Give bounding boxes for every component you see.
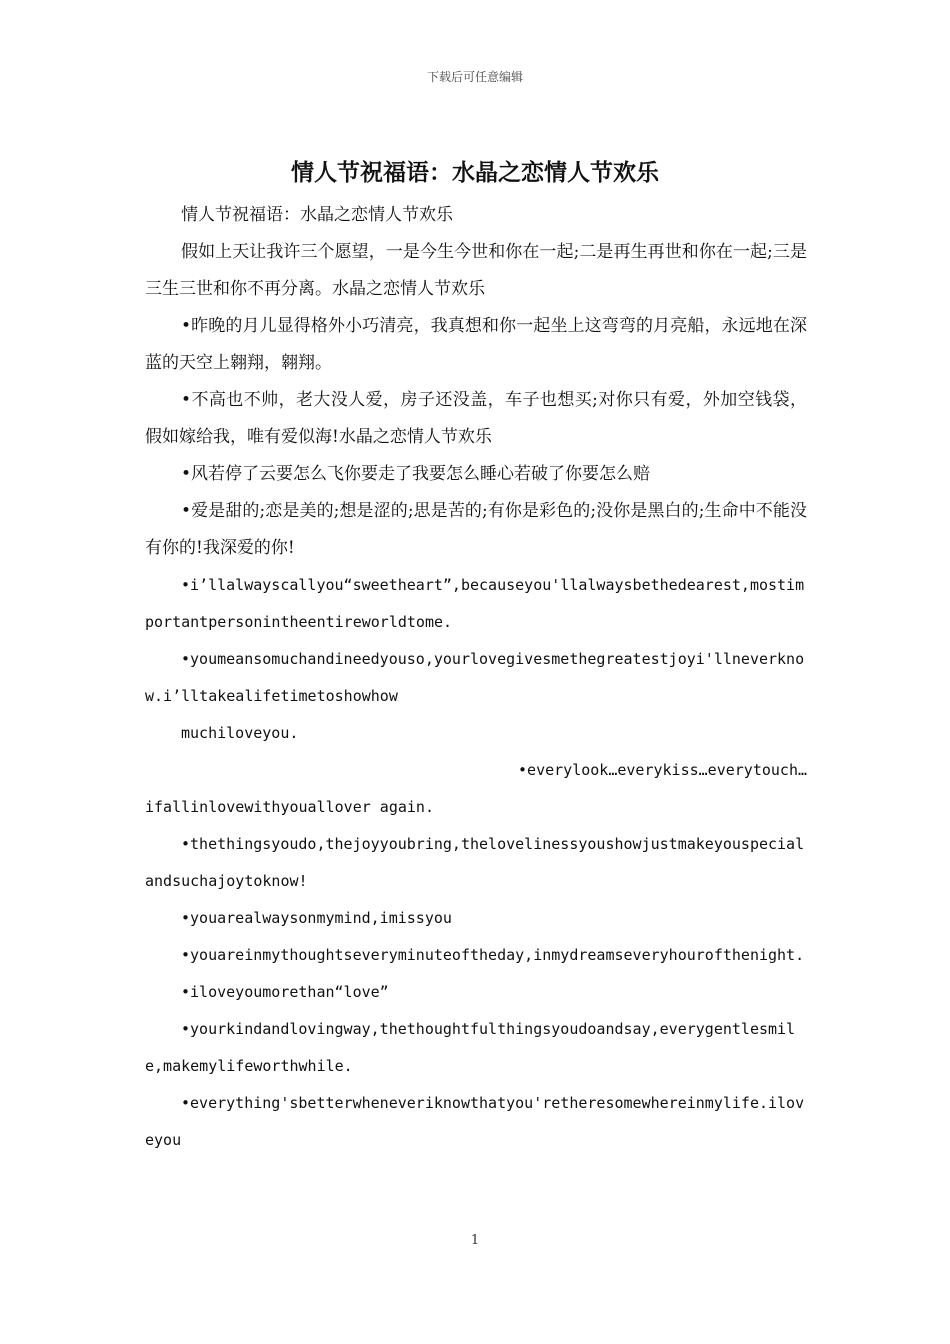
page-number: 1 (470, 1233, 480, 1248)
paragraph: •风若停了云要怎么飞你要走了我要怎么睡心若破了你要怎么赔 (181, 464, 651, 484)
english-paragraph: •youmeansomuchandineedyouso,yourlovegivesmethegreatestjoyi'llneverknow.i’lltakealifetimetoshowhow (145, 650, 805, 705)
english-paragraph: •youareinmythoughtseveryminuteoftheday,inmydreamseveryhourofthenight. (181, 946, 805, 964)
paragraph: •不高也不帅，老大没人爱，房子还没盖，车子也想买;对你只有爱，外加空钱袋，假如嫁给我，唯有爱似海!水晶之恋情人节欢乐 (145, 390, 807, 447)
english-paragraph: •yourkindandlovingway,thethoughtfulthingsyoudoandsay,everygentlesmile,makemylifeworthwhile. (145, 1020, 796, 1075)
english-paragraph: muchiloveyou. (181, 724, 299, 742)
paragraph: 情人节祝福语：水晶之恋情人节欢乐 (181, 205, 453, 225)
page-header: 下载后可任意编辑 (426, 70, 523, 84)
english-paragraph: •everylook…everykiss…everytouch… (518, 761, 807, 779)
document-title: 情人节祝福语：水晶之恋情人节欢乐 (291, 160, 659, 186)
english-paragraph: •i’llalwayscallyou“sweetheart”,becauseyou'llalwaysbethedearest,mostimportantpersonintheentireworldtome. (145, 576, 805, 631)
document-body (145, 197, 807, 1159)
english-paragraph: •youarealwaysonmymind,imissyou (181, 909, 452, 927)
english-paragraph: ifallinlovewithyouallover again. (145, 798, 434, 816)
paragraph: •爱是甜的;恋是美的;想是涩的;思是苦的;有你是彩色的;没你是黑白的;生命中不能没有你的!我深爱的你! (145, 501, 807, 558)
english-paragraph: •iloveyoumorethan“love” (181, 983, 389, 1001)
english-paragraph: •thethingsyoudo,thejoyyoubring,thelovelinessyoushowjustmakeyouspecialandsuchajoytoknow! (145, 835, 805, 890)
english-paragraph: •everything'sbetterwheneveriknowthatyou'retheresomewhereinmylife.iloveyou (145, 1094, 805, 1149)
paragraph: 假如上天让我许三个愿望，一是今生今世和你在一起;二是再生再世和你在一起;三是三生三世和你不再分离。水晶之恋情人节欢乐 (145, 242, 807, 299)
paragraph: •昨晚的月儿显得格外小巧清亮，我真想和你一起坐上这弯弯的月亮船，永远地在深蓝的天空上翱翔，翱翔。 (145, 316, 807, 373)
